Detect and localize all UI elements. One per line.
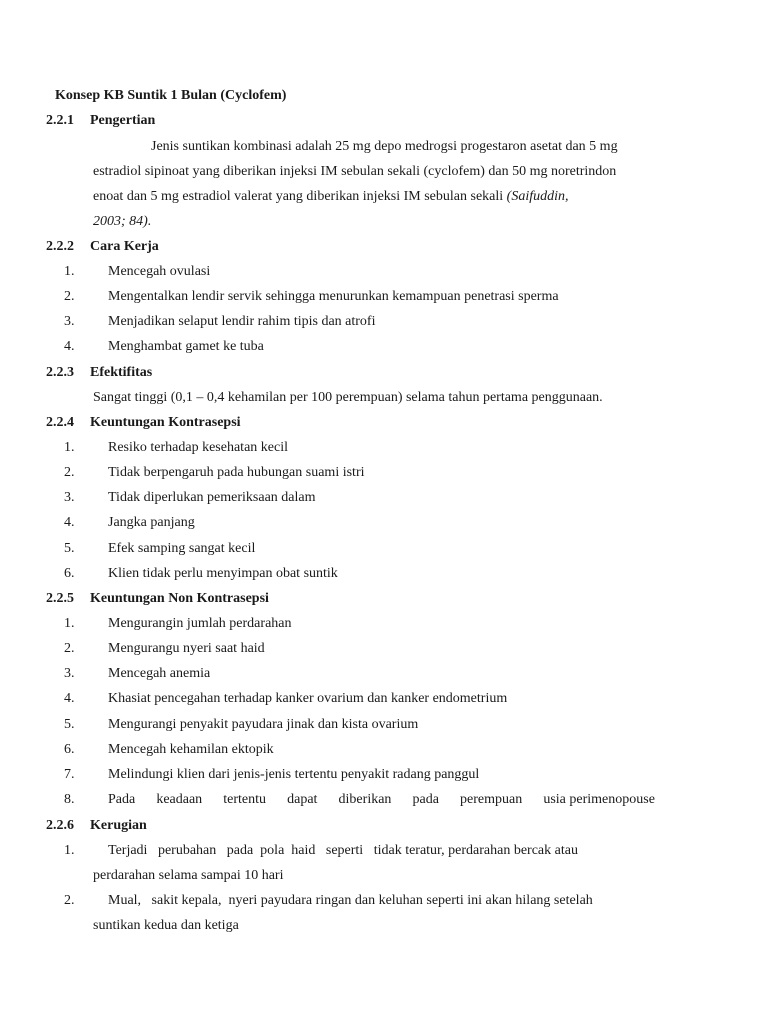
- list-item: Melindungi klien dari jenis-jenis tertentu penyakit radang panggul: [108, 767, 480, 782]
- list-number: 1.: [64, 843, 75, 858]
- list-item-continuation: suntikan kedua dan ketiga: [93, 918, 239, 933]
- section-number: 2.2.3: [46, 365, 74, 380]
- list-number: 7.: [64, 767, 75, 782]
- list-item: Terjadi perubahan pada pola haid seperti tidak teratur, perdarahan bercak atau: [108, 843, 578, 858]
- list-item: Mencegah ovulasi: [108, 264, 211, 279]
- word: Pada: [108, 792, 136, 807]
- section-number: 2.2.1: [46, 113, 74, 128]
- document-title: Konsep KB Suntik 1 Bulan (Cyclofem): [55, 88, 287, 103]
- word: diberikan: [338, 792, 392, 807]
- list-item: Mengurangin jumlah perdarahan: [108, 616, 292, 631]
- section-title-cara-kerja: Cara Kerja: [90, 239, 159, 254]
- list-number: 8.: [64, 792, 75, 807]
- list-number: 5.: [64, 717, 75, 732]
- paragraph-text: enoat dan 5 mg estradiol valerat yang diberikan injeksi IM sebulan sekali: [93, 189, 504, 204]
- list-number: 1.: [64, 440, 75, 455]
- list-number: 5.: [64, 541, 75, 556]
- list-item: Mual, sakit kepala, nyeri payudara ringan dan keluhan seperti ini akan hilang setelah: [108, 893, 593, 908]
- list-item: Jangka panjang: [108, 515, 195, 530]
- list-number: 1.: [64, 264, 75, 279]
- list-item: Tidak diperlukan pemeriksaan dalam: [108, 490, 316, 505]
- paragraph-line: estradiol sipinoat yang diberikan injeksi IM sebulan sekali (cyclofem) dan 50 mg noretrindon: [93, 164, 617, 179]
- section-number: 2.2.4: [46, 415, 74, 430]
- list-item-justified: [108, 792, 655, 808]
- list-number: 4.: [64, 339, 75, 354]
- list-number: 4.: [64, 515, 75, 530]
- word: perempuan: [460, 792, 523, 807]
- paragraph-line: [93, 189, 569, 205]
- list-item: Mencegah anemia: [108, 666, 211, 681]
- list-number: 2.: [64, 641, 75, 656]
- list-number: 6.: [64, 566, 75, 581]
- word: usia perimenopouse: [543, 792, 655, 807]
- list-number: 3.: [64, 314, 75, 329]
- list-item: Khasiat pencegahan terhadap kanker ovarium dan kanker endometrium: [108, 691, 508, 706]
- section-number: 2.2.5: [46, 591, 74, 606]
- list-item: Mengurangu nyeri saat haid: [108, 641, 265, 656]
- list-item: Efek samping sangat kecil: [108, 541, 256, 556]
- section-title-kerugian: Kerugian: [90, 818, 147, 833]
- word: keadaan: [156, 792, 203, 807]
- list-number: 1.: [64, 616, 75, 631]
- list-item: Mencegah kehamilan ektopik: [108, 742, 274, 757]
- list-item: Menghambat gamet ke tuba: [108, 339, 264, 354]
- list-item-continuation: perdarahan selama sampai 10 hari: [93, 868, 284, 883]
- list-number: 2.: [64, 289, 75, 304]
- paragraph-line: Jenis suntikan kombinasi adalah 25 mg depo medrogsi progestaron asetat dan 5 mg: [151, 139, 618, 154]
- list-item: Klien tidak perlu menyimpan obat suntik: [108, 566, 338, 581]
- citation-year: 2003; 84).: [93, 214, 152, 229]
- list-number: 4.: [64, 691, 75, 706]
- section-title-keuntungan-kontrasepsi: Keuntungan Kontrasepsi: [90, 415, 241, 430]
- list-item: Tidak berpengaruh pada hubungan suami istri: [108, 465, 365, 480]
- word: pada: [412, 792, 439, 807]
- section-number: 2.2.6: [46, 818, 74, 833]
- list-item: Resiko terhadap kesehatan kecil: [108, 440, 288, 455]
- list-item: Mengentalkan lendir servik sehingga menurunkan kemampuan penetrasi sperma: [108, 289, 559, 304]
- section-title-pengertian: Pengertian: [90, 113, 156, 128]
- list-number: 2.: [64, 893, 75, 908]
- paragraph-line: Sangat tinggi (0,1 – 0,4 kehamilan per 100 perempuan) selama tahun pertama penggunaan.: [93, 390, 603, 405]
- list-number: 6.: [64, 742, 75, 757]
- section-title-keuntungan-non-kontrasepsi: Keuntungan Non Kontrasepsi: [90, 591, 269, 606]
- word: dapat: [287, 792, 318, 807]
- list-number: 3.: [64, 666, 75, 681]
- list-item: Menjadikan selaput lendir rahim tipis dan atrofi: [108, 314, 376, 329]
- citation-author: (Saifuddin,: [506, 189, 569, 204]
- section-title-efektifitas: Efektifitas: [90, 365, 153, 380]
- list-number: 3.: [64, 490, 75, 505]
- list-number: 2.: [64, 465, 75, 480]
- word: tertentu: [223, 792, 267, 807]
- section-number: 2.2.2: [46, 239, 74, 254]
- list-item: Mengurangi penyakit payudara jinak dan kista ovarium: [108, 717, 419, 732]
